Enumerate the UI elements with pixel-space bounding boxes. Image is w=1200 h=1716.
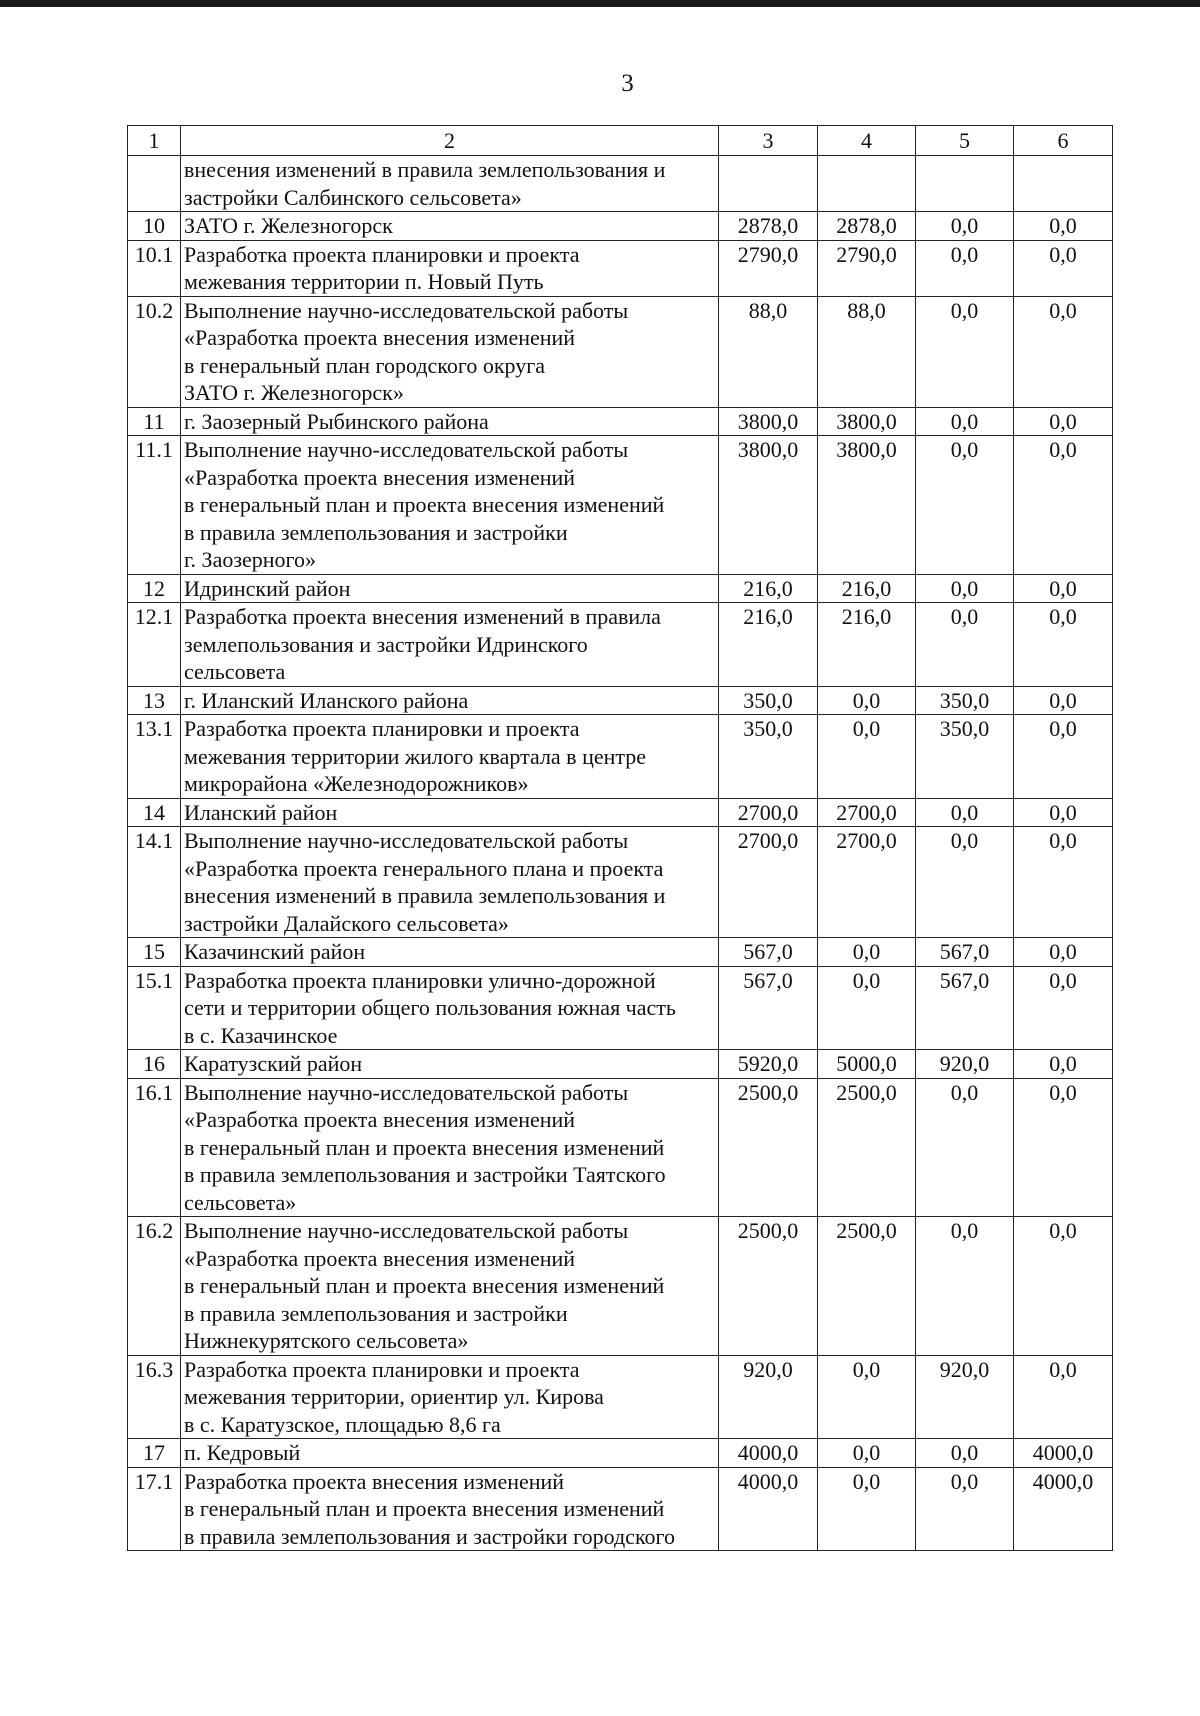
table-row — [128, 240, 1113, 296]
row-name-cell: г. Заозерный Рыбинского района — [181, 407, 719, 436]
row-col4-cell — [818, 156, 916, 212]
row-col3-cell: 5920,0 — [719, 1050, 818, 1079]
row-col4-cell: 2700,0 — [818, 798, 916, 827]
row-number-cell: 12 — [128, 574, 181, 603]
row-col6-cell: 0,0 — [1014, 686, 1113, 715]
row-col4-cell: 2500,0 — [818, 1217, 916, 1356]
table-row — [128, 156, 1113, 212]
row-col6-cell: 0,0 — [1014, 603, 1113, 687]
row-col5-cell: 567,0 — [916, 966, 1014, 1050]
table-row — [128, 296, 1113, 407]
table-body — [128, 126, 1113, 1551]
row-number-cell: 10.1 — [128, 240, 181, 296]
row-col5-cell: 0,0 — [916, 827, 1014, 938]
row-col3-cell: 2878,0 — [719, 212, 818, 241]
table-row — [128, 436, 1113, 575]
row-name-cell: Иланский район — [181, 798, 719, 827]
row-col6-cell: 0,0 — [1014, 212, 1113, 241]
table-row — [128, 1439, 1113, 1468]
row-col6-cell: 0,0 — [1014, 407, 1113, 436]
row-number-cell: 10.2 — [128, 296, 181, 407]
row-name-cell: Разработка проекта планировки и проекта межевания территории, ориентир ул. Кирова в с. Каратузское, площадью 8,6 га — [181, 1355, 719, 1439]
row-col4-cell: 216,0 — [818, 603, 916, 687]
table-row — [128, 1217, 1113, 1356]
row-col3-cell: 3800,0 — [719, 407, 818, 436]
row-col3-cell: 2700,0 — [719, 798, 818, 827]
row-col5-cell: 0,0 — [916, 798, 1014, 827]
table-row — [128, 1355, 1113, 1439]
row-col4-cell: 0,0 — [818, 1439, 916, 1468]
row-col6-cell: 0,0 — [1014, 1355, 1113, 1439]
row-col5-cell: 0,0 — [916, 574, 1014, 603]
table-row — [128, 827, 1113, 938]
row-col4-cell: 0,0 — [818, 966, 916, 1050]
header-cell-2: 2 — [181, 126, 719, 156]
row-col4-cell: 2500,0 — [818, 1078, 916, 1217]
row-col5-cell: 920,0 — [916, 1355, 1014, 1439]
row-col5-cell: 0,0 — [916, 603, 1014, 687]
table-row — [128, 715, 1113, 799]
row-col6-cell: 0,0 — [1014, 827, 1113, 938]
row-col6-cell: 0,0 — [1014, 1078, 1113, 1217]
row-col3-cell: 920,0 — [719, 1355, 818, 1439]
row-name-cell: Разработка проекта планировки и проекта межевания территории жилого квартала в центре микрорайона «Железнодорожников» — [181, 715, 719, 799]
row-col3-cell: 4000,0 — [719, 1439, 818, 1468]
row-name-cell: Выполнение научно-исследовательской работы «Разработка проекта внесения изменений в генеральный план и проекта внесения изменений в правила землепользования и застройки Таятского сельсовета» — [181, 1078, 719, 1217]
row-col5-cell — [916, 156, 1014, 212]
row-col6-cell: 0,0 — [1014, 296, 1113, 407]
row-col4-cell: 88,0 — [818, 296, 916, 407]
row-name-cell: Разработка проекта планировки и проекта межевания территории п. Новый Путь — [181, 240, 719, 296]
row-col5-cell: 567,0 — [916, 938, 1014, 967]
row-col4-cell: 3800,0 — [818, 436, 916, 575]
row-name-cell: Каратузский район — [181, 1050, 719, 1079]
row-number-cell: 15.1 — [128, 966, 181, 1050]
row-number-cell: 14 — [128, 798, 181, 827]
row-col5-cell: 0,0 — [916, 1217, 1014, 1356]
row-col3-cell: 4000,0 — [719, 1467, 818, 1551]
row-col6-cell — [1014, 156, 1113, 212]
table-header-row — [128, 126, 1113, 156]
row-number-cell — [128, 156, 181, 212]
row-col6-cell: 0,0 — [1014, 938, 1113, 967]
row-col3-cell: 2500,0 — [719, 1078, 818, 1217]
row-col6-cell: 0,0 — [1014, 436, 1113, 575]
row-name-cell: п. Кедровый — [181, 1439, 719, 1468]
header-cell-5: 5 — [916, 126, 1014, 156]
row-col5-cell: 0,0 — [916, 240, 1014, 296]
header-cell-4: 4 — [818, 126, 916, 156]
row-name-cell: Выполнение научно-исследовательской работы «Разработка проекта внесения изменений в генеральный план и проекта внесения изменений в правила землепользования и застройки Нижнекурятского сельсовета» — [181, 1217, 719, 1356]
row-col3-cell: 567,0 — [719, 966, 818, 1050]
header-cell-6: 6 — [1014, 126, 1113, 156]
row-col3-cell: 2500,0 — [719, 1217, 818, 1356]
table-row — [128, 798, 1113, 827]
row-col4-cell: 0,0 — [818, 1355, 916, 1439]
row-col4-cell: 0,0 — [818, 938, 916, 967]
table-row — [128, 686, 1113, 715]
table-row — [128, 1078, 1113, 1217]
row-name-cell: г. Иланский Иланского района — [181, 686, 719, 715]
row-number-cell: 16.3 — [128, 1355, 181, 1439]
table-row — [128, 966, 1113, 1050]
row-col6-cell: 4000,0 — [1014, 1467, 1113, 1551]
budget-table — [127, 125, 1113, 1551]
row-col5-cell: 0,0 — [916, 1439, 1014, 1468]
row-col6-cell: 0,0 — [1014, 715, 1113, 799]
row-number-cell: 10 — [128, 212, 181, 241]
row-number-cell: 12.1 — [128, 603, 181, 687]
row-col3-cell: 88,0 — [719, 296, 818, 407]
row-col4-cell: 3800,0 — [818, 407, 916, 436]
table-row — [128, 574, 1113, 603]
page-top-edge — [0, 0, 1200, 7]
row-number-cell: 17 — [128, 1439, 181, 1468]
row-col3-cell — [719, 156, 818, 212]
row-col6-cell: 0,0 — [1014, 1050, 1113, 1079]
row-col5-cell: 0,0 — [916, 1467, 1014, 1551]
row-col6-cell: 0,0 — [1014, 574, 1113, 603]
row-col3-cell: 3800,0 — [719, 436, 818, 575]
row-name-cell: Идринский район — [181, 574, 719, 603]
row-number-cell: 11.1 — [128, 436, 181, 575]
row-number-cell: 13 — [128, 686, 181, 715]
row-col4-cell: 216,0 — [818, 574, 916, 603]
row-col4-cell: 2700,0 — [818, 827, 916, 938]
table-row — [128, 938, 1113, 967]
header-cell-3: 3 — [719, 126, 818, 156]
row-col4-cell: 0,0 — [818, 1467, 916, 1551]
row-number-cell: 14.1 — [128, 827, 181, 938]
row-col5-cell: 0,0 — [916, 1078, 1014, 1217]
table-row — [128, 212, 1113, 241]
row-col6-cell: 0,0 — [1014, 966, 1113, 1050]
row-col4-cell: 2790,0 — [818, 240, 916, 296]
row-col4-cell: 5000,0 — [818, 1050, 916, 1079]
row-col4-cell: 0,0 — [818, 715, 916, 799]
row-col4-cell: 2878,0 — [818, 212, 916, 241]
row-col3-cell: 216,0 — [719, 574, 818, 603]
row-col5-cell: 0,0 — [916, 212, 1014, 241]
row-col4-cell: 0,0 — [818, 686, 916, 715]
table-row — [128, 1467, 1113, 1551]
row-col3-cell: 216,0 — [719, 603, 818, 687]
row-col5-cell: 350,0 — [916, 715, 1014, 799]
table-row — [128, 603, 1113, 687]
row-number-cell: 16.1 — [128, 1078, 181, 1217]
row-col5-cell: 350,0 — [916, 686, 1014, 715]
row-col3-cell: 2700,0 — [719, 827, 818, 938]
row-col5-cell: 0,0 — [916, 436, 1014, 575]
row-number-cell: 11 — [128, 407, 181, 436]
row-name-cell: Разработка проекта внесения изменений в генеральный план и проекта внесения изменений в правила землепользования и застройки городского — [181, 1467, 719, 1551]
row-name-cell: Казачинский район — [181, 938, 719, 967]
row-col6-cell: 0,0 — [1014, 1217, 1113, 1356]
row-col3-cell: 350,0 — [719, 686, 818, 715]
row-number-cell: 16.2 — [128, 1217, 181, 1356]
page-number: 3 — [621, 70, 634, 97]
row-name-cell: Выполнение научно-исследовательской работы «Разработка проекта генерального плана и проекта внесения изменений в правила землепользования и застройки Далайского сельсовета» — [181, 827, 719, 938]
row-name-cell: Выполнение научно-исследовательской работы «Разработка проекта внесения изменений в генеральный план городского округа ЗАТО г. Железногорск» — [181, 296, 719, 407]
row-number-cell: 16 — [128, 1050, 181, 1079]
row-col5-cell: 0,0 — [916, 407, 1014, 436]
row-name-cell: ЗАТО г. Железногорск — [181, 212, 719, 241]
header-cell-1: 1 — [128, 126, 181, 156]
row-name-cell: Выполнение научно-исследовательской работы «Разработка проекта внесения изменений в генеральный план и проекта внесения изменений в правила землепользования и застройки г. Заозерного» — [181, 436, 719, 575]
row-col6-cell: 0,0 — [1014, 240, 1113, 296]
row-name-cell: Разработка проекта планировки улично-дорожной сети и территории общего пользования южная часть в с. Казачинское — [181, 966, 719, 1050]
row-col3-cell: 350,0 — [719, 715, 818, 799]
row-col6-cell: 4000,0 — [1014, 1439, 1113, 1468]
row-name-cell: Разработка проекта внесения изменений в правила землепользования и застройки Идринского сельсовета — [181, 603, 719, 687]
row-col5-cell: 920,0 — [916, 1050, 1014, 1079]
table-row — [128, 407, 1113, 436]
row-number-cell: 13.1 — [128, 715, 181, 799]
row-number-cell: 17.1 — [128, 1467, 181, 1551]
row-name-cell: внесения изменений в правила землепользования и застройки Салбинского сельсовета» — [181, 156, 719, 212]
row-col3-cell: 2790,0 — [719, 240, 818, 296]
row-col6-cell: 0,0 — [1014, 798, 1113, 827]
row-col5-cell: 0,0 — [916, 296, 1014, 407]
row-number-cell: 15 — [128, 938, 181, 967]
row-col3-cell: 567,0 — [719, 938, 818, 967]
table-row — [128, 1050, 1113, 1079]
